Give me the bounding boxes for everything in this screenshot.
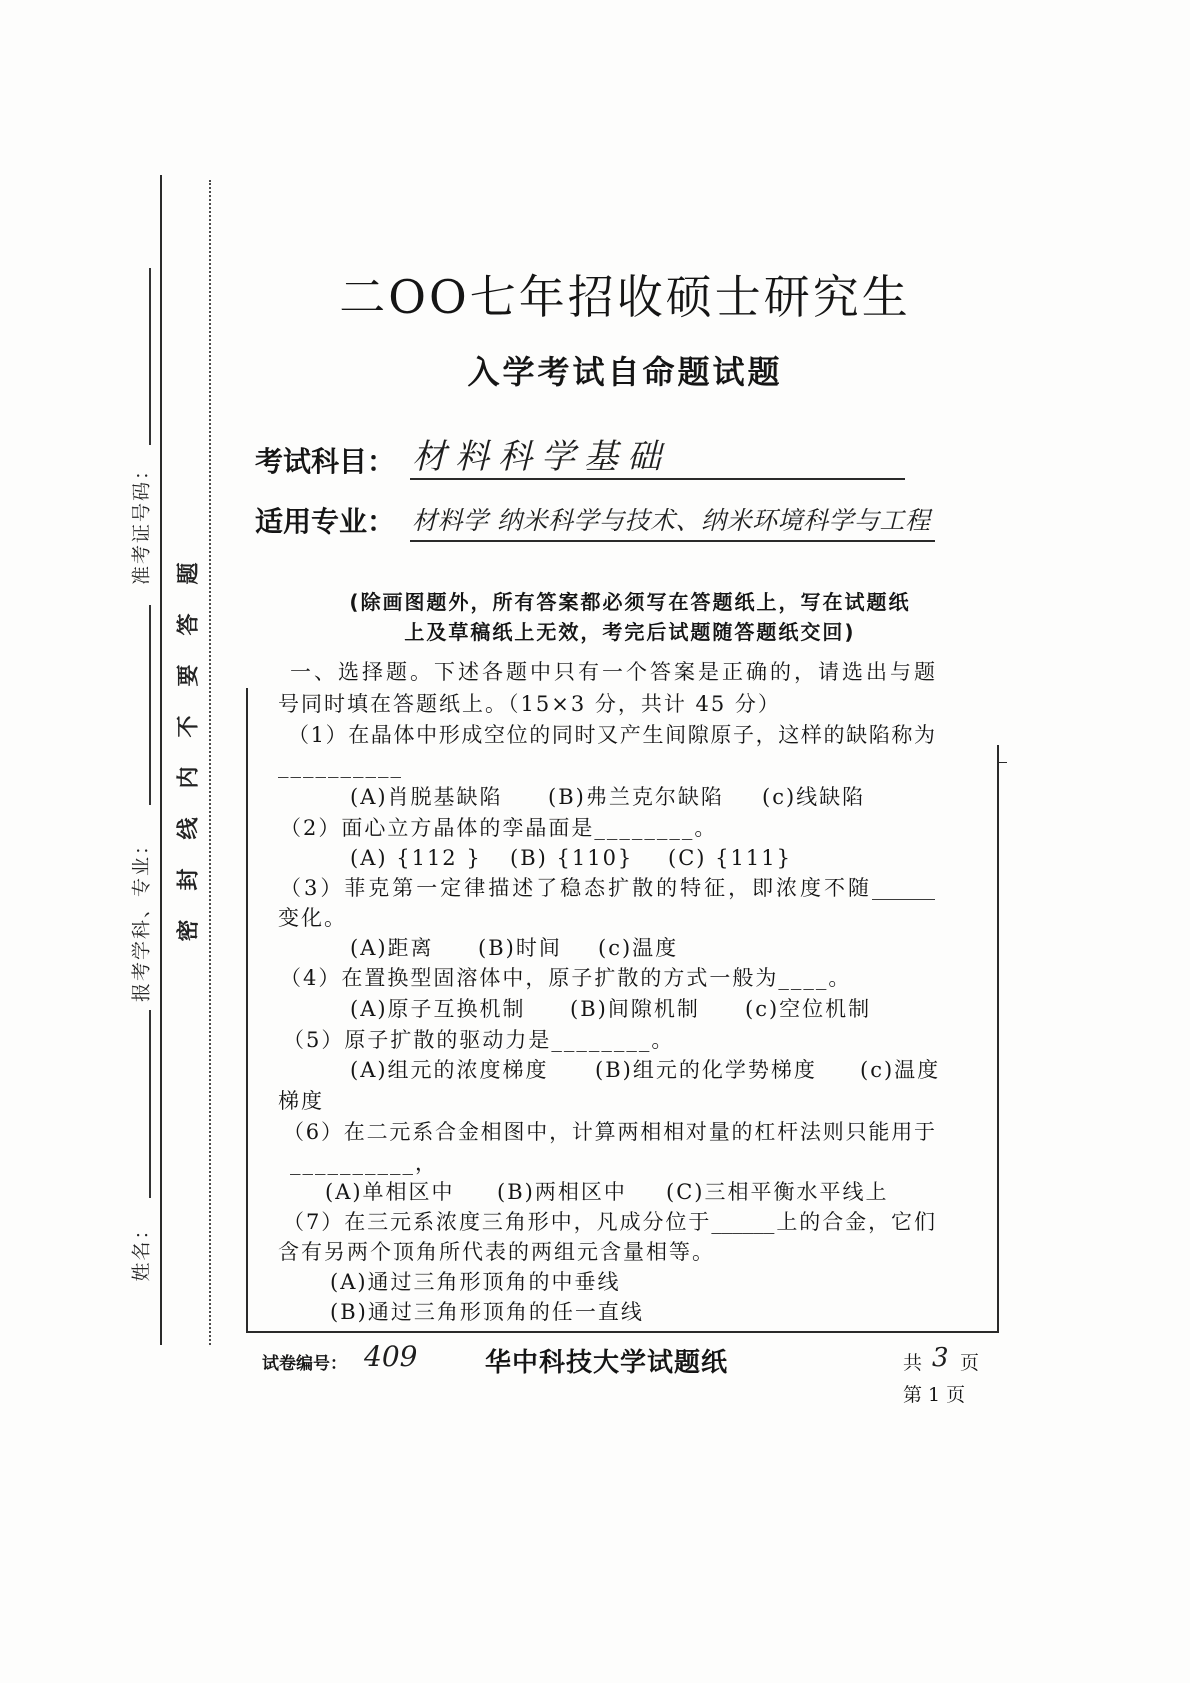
- question-4-option-c: (c)空位机制: [745, 997, 872, 1021]
- current-page: 第 1 页: [903, 1384, 966, 1406]
- paper-number-label: 试卷编号：: [262, 1354, 347, 1374]
- question-5-option-a: (A)组元的浓度梯度: [350, 1058, 549, 1082]
- name-blank: [149, 1010, 151, 1198]
- admission-number-label: 准考证号码：: [130, 458, 153, 586]
- box-right-border: [997, 745, 999, 1333]
- major-applicable-label: 适用专业：: [255, 505, 396, 538]
- question-6-blank: __________，: [290, 1151, 438, 1175]
- notice-line-1: (除画图题外，所有答案都必须写在答题纸上，写在试题纸: [349, 590, 911, 614]
- box-right-tick: [997, 762, 1007, 763]
- question-7-stem: （7）在三元系浓度三角形中，凡成分位于______上的合金，它们: [283, 1210, 935, 1234]
- box-left-border: [246, 688, 248, 1333]
- major-value-handwritten: 材料学 纳米科学与技术、纳米环境科学与工程: [412, 506, 931, 535]
- question-1-blank: __________: [278, 754, 403, 778]
- question-6-stem: （6）在二元系合金相图中，计算两相相对量的杠杆法则只能用于: [283, 1120, 935, 1144]
- question-4-stem: （4）在置换型固溶体中，原子扩散的方式一般为____。: [280, 966, 852, 990]
- question-7-option-a: (A)通过三角形顶角的中垂线: [330, 1270, 621, 1294]
- question-5-option-c-continued: 梯度: [278, 1089, 324, 1113]
- total-pages-handwritten: 3: [932, 1343, 949, 1373]
- major-underline: [410, 540, 935, 542]
- school-paper-title: 华中科技大学试题纸: [485, 1348, 729, 1378]
- paper-number-handwritten: 409: [364, 1340, 418, 1373]
- question-1-stem: （1）在晶体中形成空位的同时又产生间隙原子，这样的缺陷称为: [288, 723, 935, 747]
- seal-notice: 密封线内不要答题: [176, 533, 202, 942]
- question-4-option-b: (B)间隙机制: [570, 997, 700, 1021]
- question-5-option-c: (c)温度: [860, 1058, 941, 1082]
- section-heading-line-1: 一、选择题。下述各题中只有一个答案是正确的，请选出与题: [290, 660, 935, 684]
- page-title: 二OO七年招收硕士研究生: [339, 270, 911, 324]
- question-1-option-a: (A)肖脱基缺陷: [350, 785, 503, 809]
- question-5-stem: （5）原子扩散的驱动力是________。: [283, 1028, 675, 1052]
- subject-underline: [410, 478, 905, 480]
- subject-value-handwritten: 材料科学基础: [412, 437, 670, 477]
- box-bottom-border: [246, 1331, 999, 1333]
- question-3-stem: （3）菲克第一定律描述了稳态扩散的特征，即浓度不随______: [280, 876, 935, 900]
- total-pages-prefix: 共: [903, 1352, 923, 1374]
- question-2-option-a: (A) {112 }: [350, 846, 482, 870]
- total-pages-suffix: 页: [960, 1352, 980, 1374]
- question-2-stem: （2）面心立方晶体的孪晶面是________。: [280, 816, 718, 840]
- question-2-option-c: (C) {111}: [668, 846, 792, 870]
- section-heading-line-2: 号同时填在答题纸上。（15×3 分，共计 45 分）: [278, 692, 781, 716]
- question-3-option-a: (A)距离: [350, 936, 434, 960]
- question-3-option-c: (c)温度: [598, 936, 679, 960]
- question-1-option-c: (c)线缺陷: [762, 785, 866, 809]
- question-3-option-b: (B)时间: [478, 936, 562, 960]
- name-label: 姓名：: [130, 1218, 153, 1282]
- question-5-option-b: (B)组元的化学势梯度: [595, 1058, 817, 1082]
- question-6-option-a: (A)单相区中: [325, 1180, 455, 1204]
- question-7-option-b: (B)通过三角形顶角的任一直线: [330, 1300, 644, 1324]
- question-1-option-b: (B)弗兰克尔缺陷: [548, 785, 724, 809]
- notice-line-2: 上及草稿纸上无效，考完后试题随答题纸交回): [404, 620, 856, 644]
- margin-solid-line: [160, 175, 162, 1345]
- question-4-option-a: (A)原子互换机制: [350, 997, 526, 1021]
- subject-label: 考试科目：: [255, 445, 396, 478]
- question-3-stem-continued: 变化。: [278, 906, 347, 930]
- question-6-option-b: (B)两相区中: [497, 1180, 627, 1204]
- page-subtitle: 入学考试自命题试题: [467, 353, 783, 391]
- question-2-option-b: (B) {110}: [510, 846, 634, 870]
- admission-number-blank: [149, 268, 151, 445]
- question-7-stem-continued: 含有另两个顶角所代表的两组元含量相等。: [278, 1240, 715, 1264]
- major-label: 报考学科、专业：: [130, 833, 153, 1003]
- seal-dotted-line: [209, 180, 211, 1345]
- question-6-option-c: (C)三相平衡水平线上: [666, 1180, 889, 1204]
- major-blank: [149, 605, 151, 805]
